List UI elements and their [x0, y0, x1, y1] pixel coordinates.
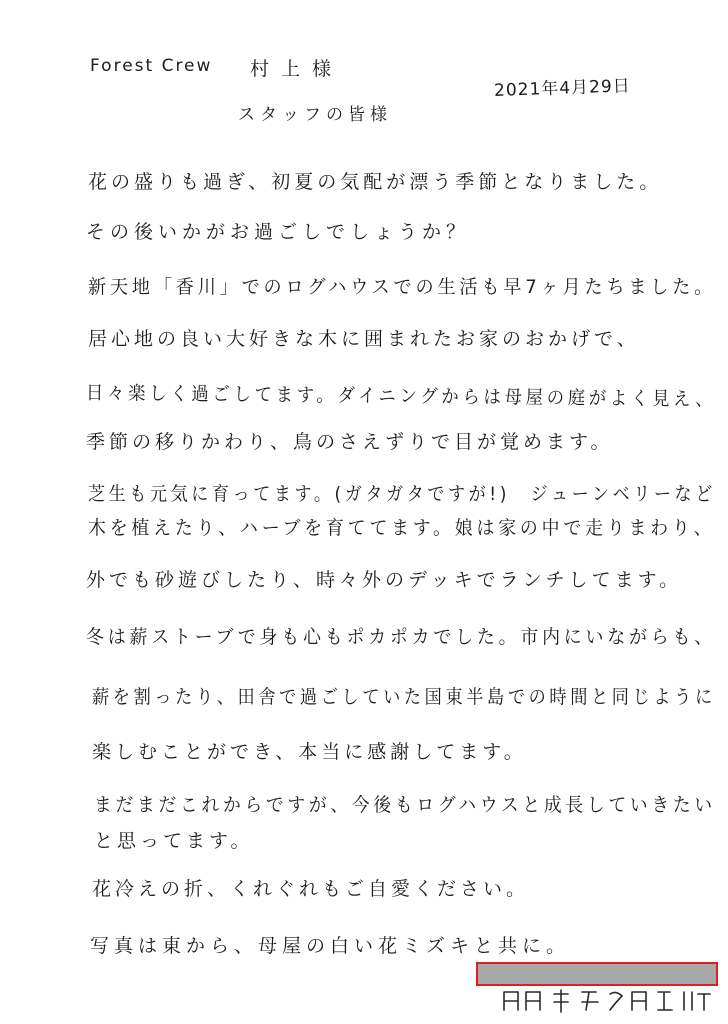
signature-partial-strokes [498, 988, 720, 1018]
letter-date: 2021年4月29日 [493, 76, 632, 101]
recipient-staff: スタッフの皆様 [238, 105, 392, 125]
recipient-person: 村上様 [250, 58, 344, 80]
letter-line: 冬は薪ストーブで身も心もポカポカでした。市内にいながらも、 [86, 626, 716, 648]
letter-line: 木を植えたり、ハーブを育ててます。娘は家の中で走りまわり、 [88, 517, 716, 539]
signature-redaction-box [476, 962, 718, 986]
letter-line: 楽しむことができ、本当に感謝してます。 [92, 741, 527, 763]
letter-line: 薪を割ったり、田舎で過ごしていた国東半島での時間と同じように [92, 686, 716, 708]
letter-line: 花の盛りも過ぎ、初夏の気配が漂う季節となりました。 [88, 171, 663, 193]
letter-line: 居心地の良い大好きな木に囲まれたお家のおかげで、 [88, 328, 640, 350]
letter-line: 日々楽しく過ごしてます。ダイニングからは母屋の庭がよく見え、 [85, 382, 717, 411]
letter-line: 季節の移りかわり、鳥のさえずりで目が覚めます。 [86, 431, 614, 453]
letter-line: 写真は東から、母屋の白い花ミズキと共に。 [90, 935, 571, 957]
letter-line: 新天地「香川」でのログハウスでの生活も早7ヶ月たちました。 [88, 276, 717, 298]
letter-line: 花冷えの折、くれぐれもご自愛ください。 [92, 878, 530, 900]
letter-line: 芝生も元気に育ってます。(ガタガタですが!) ジューンベリーなど [88, 483, 716, 505]
recipient-company: Forest Crew [90, 56, 213, 76]
letter-line: 外でも砂遊びしたり、時々外のデッキでランチしてます。 [86, 569, 683, 591]
letter-line: まだまだこれからですが、今後もログハウスと成長していきたい [94, 794, 716, 816]
letter-line: と思ってます。 [94, 830, 254, 852]
letter-line: その後いかがお過ごしでしょうか？ [86, 221, 471, 243]
